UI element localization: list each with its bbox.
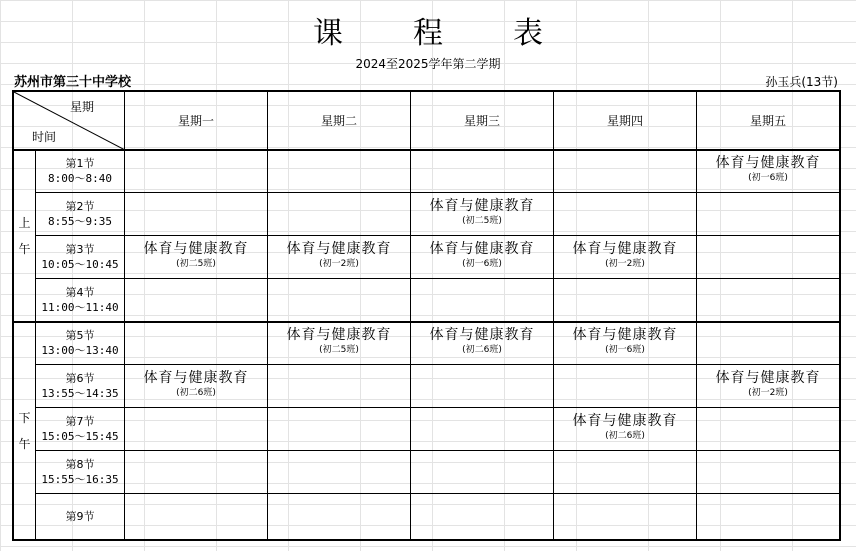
period-name: 第4节 (65, 285, 95, 299)
schedule-cell (268, 193, 411, 236)
class-name: (初二5班) (462, 216, 502, 226)
period-row (14, 193, 840, 236)
period-cell (36, 322, 125, 365)
semester-subtitle: 2024至2025学年第二学期 (355, 57, 501, 71)
title-char: 课 (313, 16, 343, 51)
period-time: 8:00～8:40 (48, 172, 112, 186)
class-name: (初一2班) (319, 259, 359, 269)
half-day-char: 上 (18, 215, 31, 230)
schedule-cell (554, 279, 697, 322)
period-name: 第5节 (65, 329, 95, 343)
schedule-cell (697, 365, 840, 408)
corner-weekday-label: 星期 (69, 100, 94, 114)
school-name: 苏州市第三十中学校 (14, 75, 132, 90)
page-title (0, 8, 856, 52)
class-name: (初一6班) (605, 345, 645, 356)
schedule-cell (125, 150, 268, 193)
period-cell (36, 193, 125, 236)
class-name: (初二6班) (176, 388, 216, 398)
period-name: 第1节 (65, 157, 95, 171)
day-header: 星期三 (411, 92, 554, 150)
schedule-cell (697, 279, 840, 322)
schedule-cell (697, 150, 840, 193)
schedule-cell (268, 494, 411, 540)
period-cell (36, 150, 125, 193)
period-row (14, 150, 840, 193)
schedule-cell (125, 279, 268, 322)
period-name: 第6节 (65, 372, 95, 385)
morning-label (14, 150, 36, 322)
class-name: (初二5班) (319, 345, 359, 356)
course-name: 体育与健康教育 (143, 370, 249, 386)
day-header: 星期五 (697, 92, 840, 150)
schedule-cell (125, 236, 268, 279)
schedule-cell (268, 236, 411, 279)
schedule-cell (411, 150, 554, 193)
course-name: 体育与健康教育 (429, 198, 535, 214)
period-row (14, 451, 840, 494)
schedule-cell (411, 451, 554, 494)
afternoon-label (14, 322, 36, 540)
corner-time-label: 时间 (32, 129, 57, 144)
period-name: 第7节 (65, 415, 95, 428)
schedule-cell (554, 494, 697, 540)
schedule-cell (554, 150, 697, 193)
half-day-char: 下 (18, 410, 31, 425)
class-name: (初一2班) (605, 259, 645, 269)
period-name: 第3节 (65, 243, 95, 256)
period-cell (36, 451, 125, 494)
course-name: 体育与健康教育 (143, 241, 249, 257)
course-name: 体育与健康教育 (429, 327, 535, 344)
schedule-cell (411, 322, 554, 365)
day-header: 星期四 (554, 92, 697, 150)
period-time: 10:05～10:45 (41, 258, 119, 271)
schedule-cell (554, 451, 697, 494)
class-name: (初二6班) (462, 345, 502, 356)
schedule-cell (411, 279, 554, 322)
day-header: 星期二 (268, 92, 411, 150)
schedule-cell (125, 494, 268, 540)
period-time: 11:00～11:40 (41, 300, 119, 314)
day-header: 星期一 (125, 92, 268, 150)
period-cell (36, 494, 125, 540)
schedule-cell (697, 451, 840, 494)
course-name: 体育与健康教育 (572, 327, 678, 344)
period-row (14, 236, 840, 279)
schedule-cell (125, 193, 268, 236)
class-name: (初二5班) (176, 259, 216, 269)
schedule-cell (268, 279, 411, 322)
schedule-cell (125, 322, 268, 365)
schedule-cell (411, 236, 554, 279)
period-time: 13:55～14:35 (41, 387, 119, 400)
period-row (14, 322, 840, 365)
period-time: 15:55～16:35 (41, 473, 119, 486)
half-day-char: 午 (18, 241, 31, 256)
period-name: 第8节 (65, 458, 95, 471)
title-char: 程 (413, 16, 443, 51)
schedule-cell (554, 236, 697, 279)
schedule-cell (268, 150, 411, 193)
schedule-cell (125, 365, 268, 408)
period-time: 8:55～9:35 (48, 215, 112, 228)
period-cell (36, 236, 125, 279)
schedule-body (14, 150, 840, 540)
period-time: 13:00～13:40 (41, 344, 119, 358)
schedule-cell (697, 494, 840, 540)
period-time: 15:05～15:45 (41, 430, 119, 443)
course-name: 体育与健康教育 (286, 327, 392, 344)
course-name: 体育与健康教育 (429, 241, 535, 257)
class-name: (初一6班) (748, 173, 788, 184)
title-char: 表 (513, 16, 543, 51)
class-name: (初一2班) (748, 388, 788, 398)
schedule-cell (697, 236, 840, 279)
schedule-cell (411, 193, 554, 236)
schedule-cell (411, 408, 554, 451)
schedule-cell (697, 408, 840, 451)
schedule-cell (125, 451, 268, 494)
teacher-name: 孙玉兵(13节) (765, 75, 838, 89)
half-day-char: 午 (18, 436, 31, 451)
course-name: 体育与健康教育 (286, 241, 392, 257)
period-row (14, 408, 840, 451)
period-row (14, 279, 840, 322)
schedule-cell (268, 451, 411, 494)
course-name: 体育与健康教育 (572, 241, 678, 257)
schedule-cell (411, 494, 554, 540)
period-cell (36, 408, 125, 451)
schedule-cell (554, 408, 697, 451)
class-name: (初一6班) (462, 259, 502, 269)
schedule-cell (554, 193, 697, 236)
schedule-cell (411, 365, 554, 408)
course-name: 体育与健康教育 (715, 155, 821, 172)
corner-cell (14, 92, 125, 150)
schedule-cell (554, 322, 697, 365)
schedule-cell (268, 365, 411, 408)
schedule-cell (268, 408, 411, 451)
course-name: 体育与健康教育 (715, 370, 821, 386)
period-name: 第2节 (65, 200, 95, 213)
period-row (14, 494, 840, 540)
period-name: 第9节 (65, 510, 95, 523)
period-cell (36, 279, 125, 322)
schedule-cell (125, 408, 268, 451)
schedule-cell (697, 322, 840, 365)
header-row (14, 92, 840, 150)
schedule-table (13, 91, 840, 540)
period-row (14, 365, 840, 408)
course-name: 体育与健康教育 (572, 413, 678, 429)
schedule-cell (554, 365, 697, 408)
schedule-cell (268, 322, 411, 365)
period-cell (36, 365, 125, 408)
schedule-cell (697, 193, 840, 236)
class-name: (初二6班) (605, 431, 645, 441)
